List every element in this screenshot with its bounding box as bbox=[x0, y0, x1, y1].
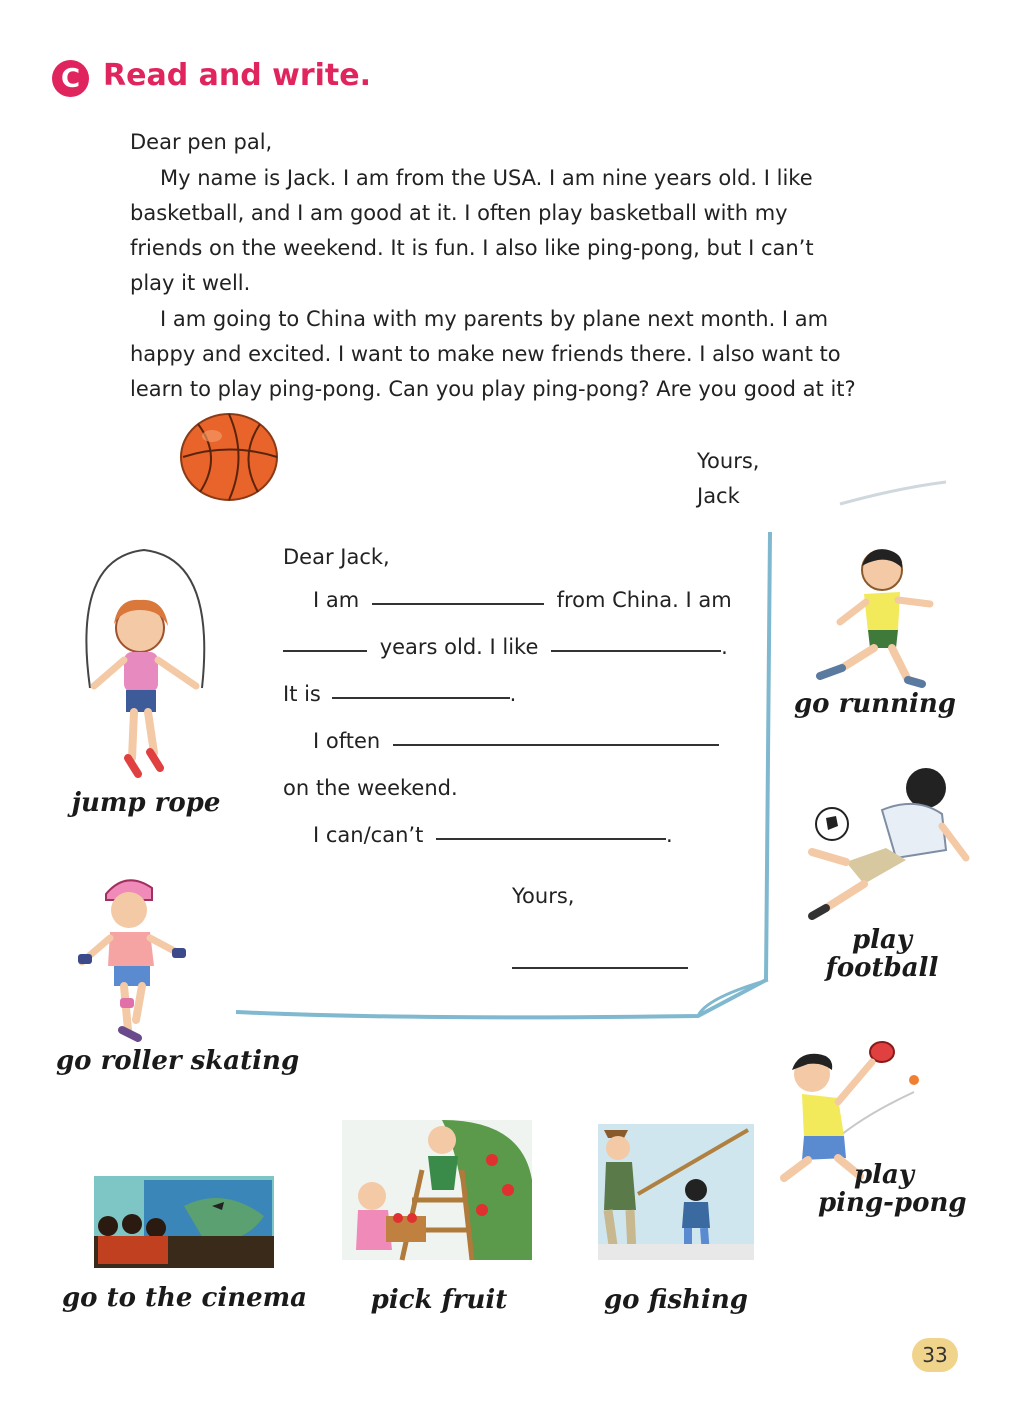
letter-line: friends on the weekend. It is fun. I also like ping-pong, but I can’t bbox=[130, 236, 814, 260]
caption-go-fishing: go fishing bbox=[604, 1285, 748, 1315]
reply-line-5: on the weekend. bbox=[283, 776, 458, 800]
signature-blank-field[interactable] bbox=[512, 966, 688, 969]
basketball-icon bbox=[178, 412, 280, 502]
letter-line: learn to play ping-pong. Can you play ping-pong? Are you good at it? bbox=[130, 377, 856, 401]
caption-play-pingpong-1: play bbox=[853, 1160, 914, 1190]
reply-greeting: Dear Jack, bbox=[283, 545, 390, 569]
caption-go-roller-skating: go roller skating bbox=[56, 1046, 300, 1076]
caption-play-pingpong-2: ping-pong bbox=[818, 1188, 967, 1218]
reply-closing: Yours, bbox=[512, 884, 575, 908]
roller-skating-girl-illustration bbox=[76, 870, 188, 1046]
reply-line-3: It is . bbox=[283, 682, 517, 706]
can-blank-field[interactable] bbox=[436, 837, 666, 840]
letter-line: play it well. bbox=[130, 271, 251, 295]
like-blank-field[interactable] bbox=[551, 649, 721, 652]
caption-play-football-1: play bbox=[851, 925, 912, 955]
reply-text: I am bbox=[313, 588, 360, 612]
age-blank-field[interactable] bbox=[283, 649, 367, 652]
pick-fruit-illustration bbox=[342, 1120, 532, 1260]
reply-text: It is bbox=[283, 682, 321, 706]
often-blank-field[interactable] bbox=[393, 743, 719, 746]
reply-line-1 bbox=[313, 588, 732, 612]
name-blank-field[interactable] bbox=[372, 602, 544, 605]
reply-text: from China. I am bbox=[556, 588, 732, 612]
caption-pick-fruit: pick fruit bbox=[370, 1285, 508, 1315]
letter-line: I am going to China with my parents by plane next month. I am bbox=[160, 307, 829, 331]
page-number: 33 bbox=[912, 1338, 958, 1372]
letter-line: happy and excited. I want to make new friends there. I also want to bbox=[130, 342, 841, 366]
letter-closing: Yours, bbox=[697, 449, 760, 473]
reply-line-2: years old. I like . bbox=[283, 635, 728, 659]
pen-stroke-icon bbox=[838, 478, 948, 508]
caption-go-to-the-cinema: go to the cinema bbox=[62, 1283, 307, 1313]
section-badge: C bbox=[52, 60, 89, 97]
letter-greeting: Dear pen pal, bbox=[130, 130, 273, 154]
reply-line-6: I can/can’t . bbox=[313, 823, 673, 847]
running-girl-illustration bbox=[812, 544, 944, 690]
caption-jump-rope: jump rope bbox=[71, 788, 221, 818]
reply-text: I often bbox=[313, 729, 381, 753]
cinema-illustration bbox=[94, 1176, 274, 1268]
reply-text: I can/can’t bbox=[313, 823, 424, 847]
reply-line-4 bbox=[313, 729, 719, 753]
caption-go-running: go running bbox=[794, 689, 956, 719]
football-boy-illustration bbox=[806, 766, 972, 922]
go-fishing-illustration bbox=[598, 1124, 754, 1260]
reply-text: years old. I like bbox=[379, 635, 539, 659]
letter-line: basketball, and I am good at it. I often play basketball with my bbox=[130, 201, 788, 225]
it-is-blank-field[interactable] bbox=[332, 696, 510, 699]
jump-rope-girl-illustration bbox=[78, 548, 210, 788]
section-title: Read and write. bbox=[103, 58, 372, 93]
letter-signature: Jack bbox=[697, 484, 740, 508]
letter-line: My name is Jack. I am from the USA. I am nine years old. I like bbox=[160, 166, 813, 190]
caption-play-football-2: football bbox=[825, 953, 939, 983]
